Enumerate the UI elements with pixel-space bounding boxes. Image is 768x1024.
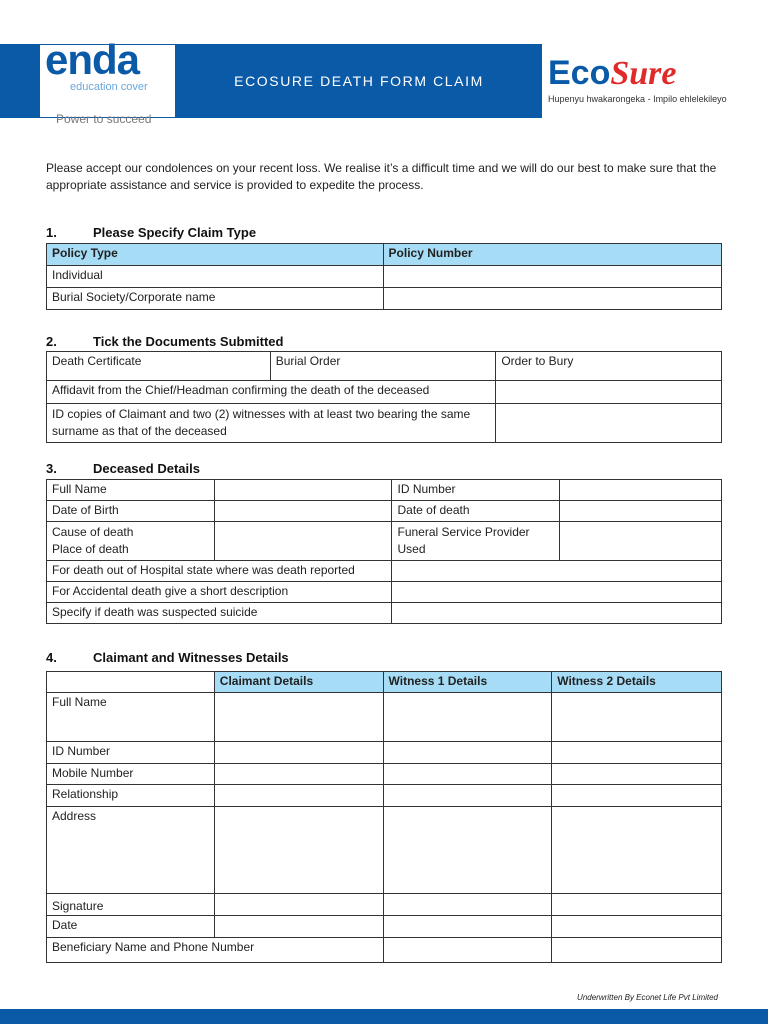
doc-affidavit-tick[interactable] <box>496 381 722 404</box>
documents-table <box>46 351 722 443</box>
witness2-id-number-field[interactable] <box>552 742 722 764</box>
row-label-signature: Signature <box>47 894 215 916</box>
policy-type-individual: Individual <box>47 266 384 288</box>
doc-order-to-bury[interactable]: Order to Bury <box>496 352 722 381</box>
row-label-relationship: Relationship <box>47 785 215 807</box>
section4-number: 4. <box>46 650 57 665</box>
label-accident-description: For Accidental death give a short description <box>47 582 392 603</box>
intro-paragraph: Please accept our condolences on your recent loss. We realise it’s a difficult time and we will do our best to make sure that the appropriate assistance and service is provided to expedite the process. <box>46 161 717 192</box>
label-date-of-death: Date of death <box>392 501 560 522</box>
witness2-relationship-field[interactable] <box>552 785 722 807</box>
claimant-relationship-field[interactable] <box>214 785 383 807</box>
header-policy-type: Policy Type <box>47 244 384 266</box>
deceased-id-number-field[interactable] <box>560 480 722 501</box>
witness1-full-name-field[interactable] <box>383 693 552 742</box>
policy-type-burial-society: Burial Society/Corporate name <box>47 288 384 310</box>
claimant-date-field[interactable] <box>214 916 383 938</box>
section2-heading <box>46 334 283 349</box>
claimant-full-name-field[interactable] <box>214 693 383 742</box>
page-title: ECOSURE DEATH FORM CLAIM <box>234 73 484 89</box>
label-full-name: Full Name <box>47 480 215 501</box>
section4-heading <box>46 650 289 665</box>
header-row-label <box>47 672 215 693</box>
row-label-id-number: ID Number <box>47 742 215 764</box>
witness2-full-name-field[interactable] <box>552 693 722 742</box>
deceased-funeral-provider-field[interactable] <box>560 522 722 561</box>
section1-heading <box>46 225 256 240</box>
ecosure-tagline: Hupenyu hwakarongeka - Impilo ehlelekileyo <box>548 94 727 104</box>
header-claimant: Claimant Details <box>214 672 383 693</box>
section4-title: Claimant and Witnesses Details <box>93 650 289 665</box>
claimant-witness-table <box>46 671 722 963</box>
label-place-of-death: Place of death <box>52 542 129 556</box>
section3-heading <box>46 461 200 476</box>
underwriter-note: Underwritten By Econet Life Pvt Limited <box>577 993 718 1002</box>
section2-title: Tick the Documents Submitted <box>93 334 284 349</box>
witness2-mobile-field[interactable] <box>552 764 722 785</box>
beneficiary-field-1[interactable] <box>383 938 552 963</box>
footer-bar <box>0 1009 768 1024</box>
row-label-date: Date <box>47 916 215 938</box>
deceased-full-name-field[interactable] <box>214 480 392 501</box>
claimant-id-number-field[interactable] <box>214 742 383 764</box>
section1-title: Please Specify Claim Type <box>93 225 257 240</box>
row-label-mobile-number: Mobile Number <box>47 764 215 785</box>
deceased-details-table <box>46 479 722 624</box>
claimant-mobile-field[interactable] <box>214 764 383 785</box>
ecosure-logo-eco: Eco <box>548 54 611 92</box>
header-left-bar <box>0 44 40 118</box>
ecosure-logo-sure: Sure <box>610 55 677 92</box>
label-hospital-report: For death out of Hospital state where was death reported <box>47 561 392 582</box>
row-label-beneficiary: Beneficiary Name and Phone Number <box>47 938 384 963</box>
enda-logo-subtext: education cover <box>70 81 148 93</box>
ecosure-logo <box>548 54 727 112</box>
deceased-dod-field[interactable] <box>560 501 722 522</box>
section1-number: 1. <box>46 225 57 240</box>
deceased-dob-field[interactable] <box>214 501 392 522</box>
doc-death-certificate[interactable]: Death Certificate <box>47 352 271 381</box>
enda-tagline: Power to succeed <box>56 112 152 126</box>
enda-logo <box>40 36 176 118</box>
label-id-number: ID Number <box>392 480 560 501</box>
policy-number-individual-field[interactable] <box>383 266 721 288</box>
deceased-suicide-field[interactable] <box>392 603 722 624</box>
witness1-address-field[interactable] <box>383 807 552 894</box>
witness1-date-field[interactable] <box>383 916 552 938</box>
header-title-bar <box>176 44 542 118</box>
doc-id-copies-tick[interactable] <box>496 404 722 443</box>
witness2-address-field[interactable] <box>552 807 722 894</box>
beneficiary-field-2[interactable] <box>552 938 722 963</box>
label-suicide: Specify if death was suspected suicide <box>47 603 392 624</box>
claimant-address-field[interactable] <box>214 807 383 894</box>
section3-number: 3. <box>46 461 57 476</box>
deceased-cause-place-field[interactable] <box>214 522 392 561</box>
witness2-signature-field[interactable] <box>552 894 722 916</box>
claimant-signature-field[interactable] <box>214 894 383 916</box>
witness1-relationship-field[interactable] <box>383 785 552 807</box>
header-policy-number: Policy Number <box>383 244 721 266</box>
witness2-date-field[interactable] <box>552 916 722 938</box>
row-label-full-name: Full Name <box>47 693 215 742</box>
doc-id-copies: ID copies of Claimant and two (2) witnesses with at least two bearing the same surname as that of the deceased <box>47 404 496 443</box>
doc-burial-order[interactable]: Burial Order <box>270 352 496 381</box>
witness1-id-number-field[interactable] <box>383 742 552 764</box>
witness1-signature-field[interactable] <box>383 894 552 916</box>
section3-title: Deceased Details <box>93 461 200 476</box>
doc-affidavit: Affidavit from the Chief/Headman confirming the death of the deceased <box>47 381 496 404</box>
section2-number: 2. <box>46 334 57 349</box>
label-cause-place <box>47 522 215 561</box>
policy-number-burial-society-field[interactable] <box>383 288 721 310</box>
label-cause-of-death: Cause of death <box>52 525 134 539</box>
label-date-of-birth: Date of Birth <box>47 501 215 522</box>
label-funeral-provider: Funeral Service Provider Used <box>392 522 560 561</box>
deceased-accident-field[interactable] <box>392 582 722 603</box>
claim-type-table <box>46 243 722 310</box>
witness1-mobile-field[interactable] <box>383 764 552 785</box>
enda-logo-text: enda <box>45 36 140 83</box>
header-witness-2: Witness 2 Details <box>552 672 722 693</box>
deceased-hospital-report-field[interactable] <box>392 561 722 582</box>
row-label-address: Address <box>47 807 215 894</box>
header-witness-1: Witness 1 Details <box>383 672 552 693</box>
